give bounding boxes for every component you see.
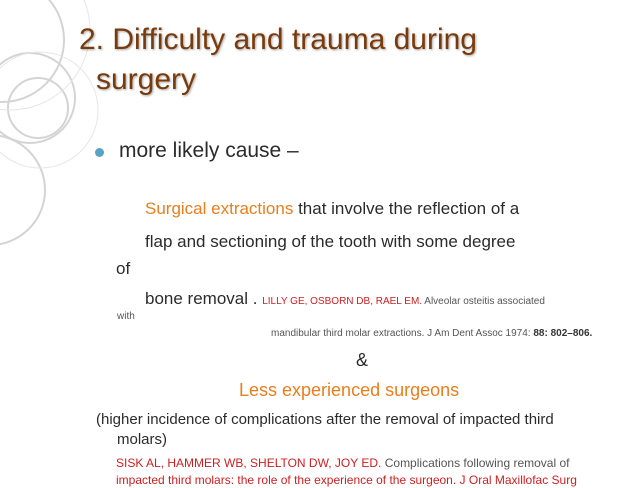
title-line-2: surgery (96, 63, 197, 96)
parenthetical-line-2: molars) (117, 431, 168, 448)
citation-1-authors: LILLY GE, OSBORN DB, RAEL EM. (262, 296, 423, 307)
body-line-1-rest: that involve the reflection of a (293, 199, 520, 218)
body-line-1 (145, 198, 519, 220)
citation-2-title: Complications following removal of (381, 456, 570, 470)
citation-1-journal: mandibular third molar extractions. J Am Dent Assoc 1974: (271, 328, 534, 339)
body-line-4 (145, 288, 545, 313)
parenthetical-line-1: (higher incidence of complications after the removal of impacted third (96, 411, 554, 428)
bone-removal-text: bone removal . (145, 289, 263, 308)
citation-2-line-1 (116, 456, 569, 471)
body-line-5: with (117, 311, 135, 322)
surgical-extractions-text: Surgical extractions (145, 199, 294, 218)
bullet-dot (95, 148, 104, 157)
citation-1-title: Alveolar osteitis associated (422, 296, 545, 307)
citation-2-line-2: impacted third molars: the role of the experience of the surgeon. J Oral Maxillofac Surg (116, 473, 577, 487)
citation-1-pages: 88: 802–806. (533, 328, 593, 339)
body-line-3: of (116, 259, 131, 278)
ampersand: & (356, 350, 369, 370)
bullet-text: more likely cause – (119, 139, 299, 162)
body-line-2: flap and sectioning of the tooth with some degree (145, 232, 516, 251)
decorative-circles (0, 0, 80, 479)
citation-1-line-2 (271, 328, 592, 340)
less-experienced-surgeons: Less experienced surgeons (239, 380, 460, 400)
slide-title (79, 20, 619, 100)
title-line-1: 2. Difficulty and trauma during (79, 23, 477, 56)
citation-2-authors: SISK AL, HAMMER WB, SHELTON DW, JOY ED. (116, 456, 382, 470)
